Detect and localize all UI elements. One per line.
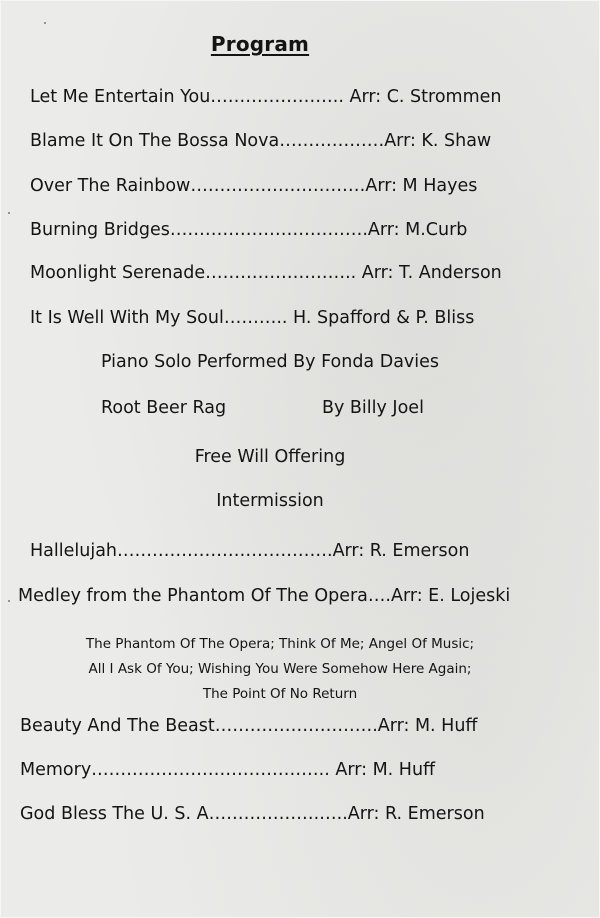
program-item: Blame It On The Bossa Nova………………Arr: K. Shaw	[30, 131, 492, 151]
program-item: Moonlight Serenade…………………….. Arr: T. Anderson	[30, 263, 502, 283]
piano-solo-heading: Piano Solo Performed By Fonda Davies	[100, 352, 440, 372]
intermission-notice: Intermission	[216, 491, 324, 511]
program-item: Burning Bridges…………………………….Arr: M.Curb	[30, 220, 468, 240]
program-item: God Bless The U. S. A……………….…..Arr: R. Emerson	[20, 804, 485, 824]
print-speck	[8, 600, 10, 602]
medley-song-list: The Phantom Of The Opera; Think Of Me; Angel Of Music;	[85, 636, 475, 652]
program-item: Memory………………………………….. Arr: M. Huff	[20, 760, 436, 780]
program-item: Medley from the Phantom Of The Opera….Arr: E. Lojeski	[18, 586, 511, 606]
offering-notice: Free Will Offering	[194, 447, 346, 467]
program-item: Over The Rainbow…………………………Arr: M Hayes	[30, 176, 478, 196]
medley-song-list: All I Ask Of You; Wishing You Were Somehow Here Again;	[88, 661, 472, 677]
print-speck	[8, 212, 10, 214]
program-title: Program	[210, 32, 310, 56]
medley-song-list: The Point Of No Return	[202, 686, 358, 702]
piano-solo-composer: By Billy Joel	[322, 398, 424, 418]
piano-solo-piece: Root Beer Rag	[101, 398, 227, 418]
program-item: Let Me Entertain You………………….. Arr: C. Strommen	[30, 87, 502, 107]
program-item: Beauty And The Beast……………………….Arr: M. Huff	[20, 716, 478, 736]
program-item: It Is Well With My Soul……….. H. Spafford & P. Bliss	[30, 308, 475, 328]
print-speck	[44, 22, 46, 24]
program-item: Hallelujah……………………………….Arr: R. Emerson	[30, 541, 470, 561]
